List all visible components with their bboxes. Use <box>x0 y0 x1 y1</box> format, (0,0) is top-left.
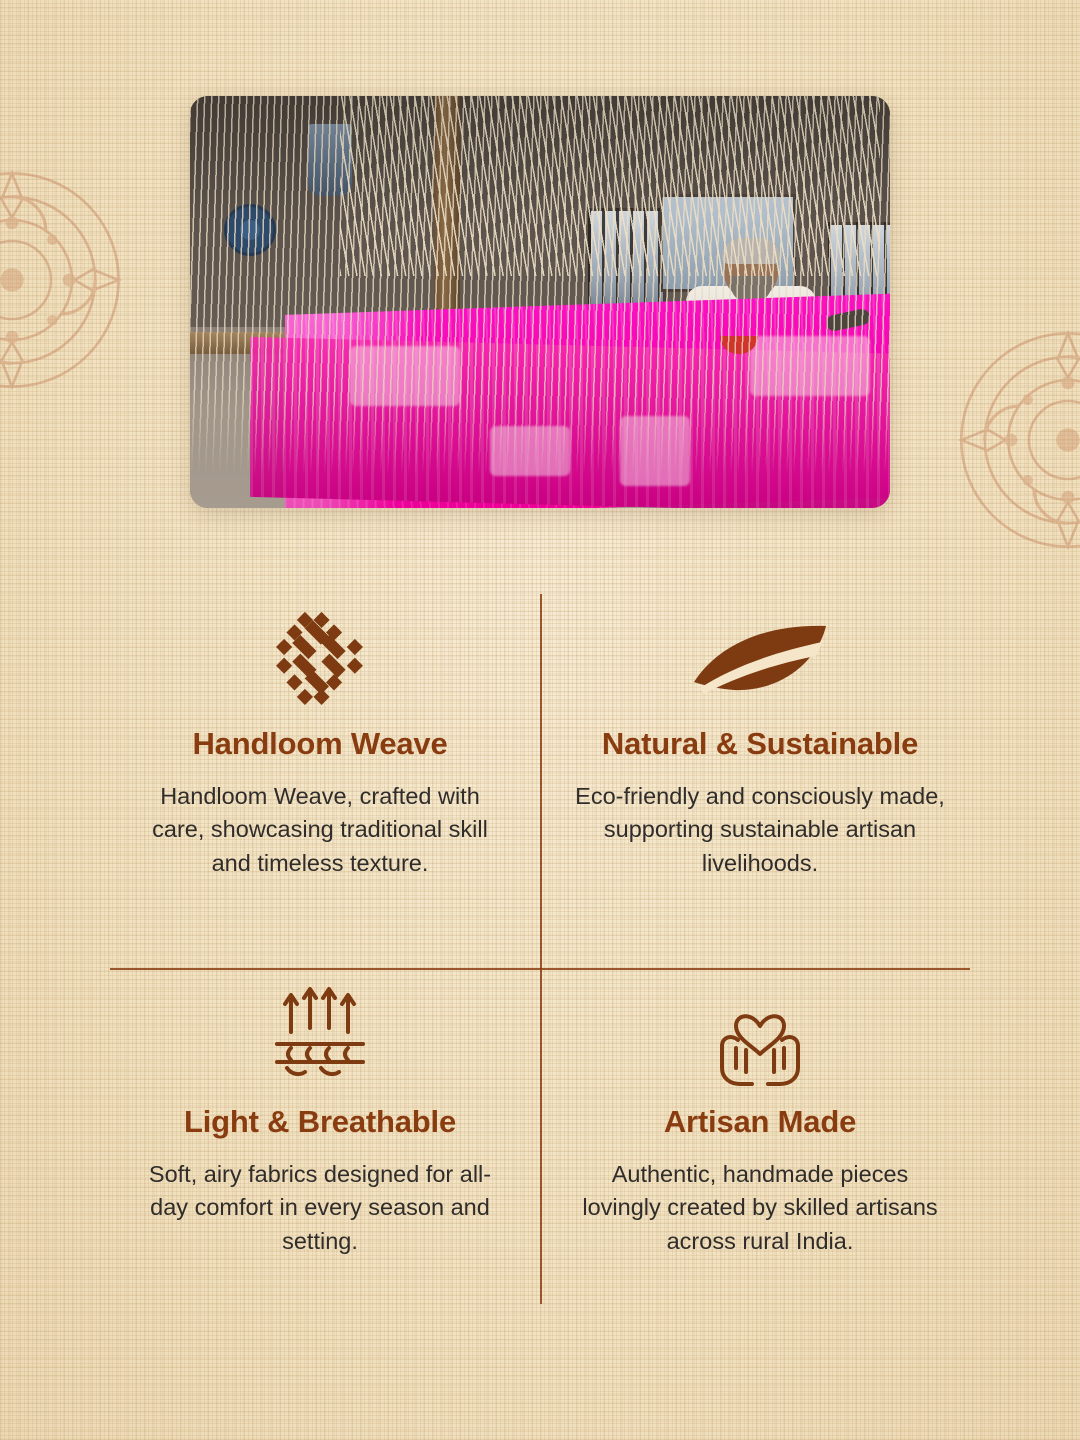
feature-title: Handloom Weave <box>192 726 448 761</box>
feature-card-natural-sustainable <box>550 608 970 880</box>
mandala-ornament-right <box>938 310 1080 575</box>
feature-card-light-breathable <box>110 986 530 1258</box>
mandala-ornament-left <box>0 150 142 415</box>
feature-card-artisan-made <box>550 986 970 1258</box>
feature-description: Eco-friendly and consciously made, supporting sustainable artisan livelihoods. <box>575 783 945 876</box>
feature-grid <box>110 594 970 1304</box>
grid-divider-horizontal <box>110 968 970 970</box>
feature-description: Soft, airy fabrics designed for all-day comfort in every season and setting. <box>148 1161 492 1254</box>
handloom-weaver-photo <box>190 96 890 508</box>
leaf-icon <box>562 608 958 712</box>
hands-heart-icon <box>562 986 958 1090</box>
feature-description: Handloom Weave, crafted with care, showcasing traditional skill and timeless texture. <box>152 783 488 876</box>
grid-divider-vertical <box>540 594 542 1304</box>
feature-title: Light & Breathable <box>184 1104 456 1139</box>
feature-description: Authentic, handmade pieces lovingly created by skilled artisans across rural India. <box>582 1161 938 1254</box>
feature-card-handloom-weave <box>110 608 530 880</box>
feature-title: Natural & Sustainable <box>601 726 919 761</box>
breathable-airflow-icon <box>122 986 518 1090</box>
feature-title: Artisan Made <box>663 1104 857 1139</box>
handloom-weave-icon <box>122 608 518 712</box>
